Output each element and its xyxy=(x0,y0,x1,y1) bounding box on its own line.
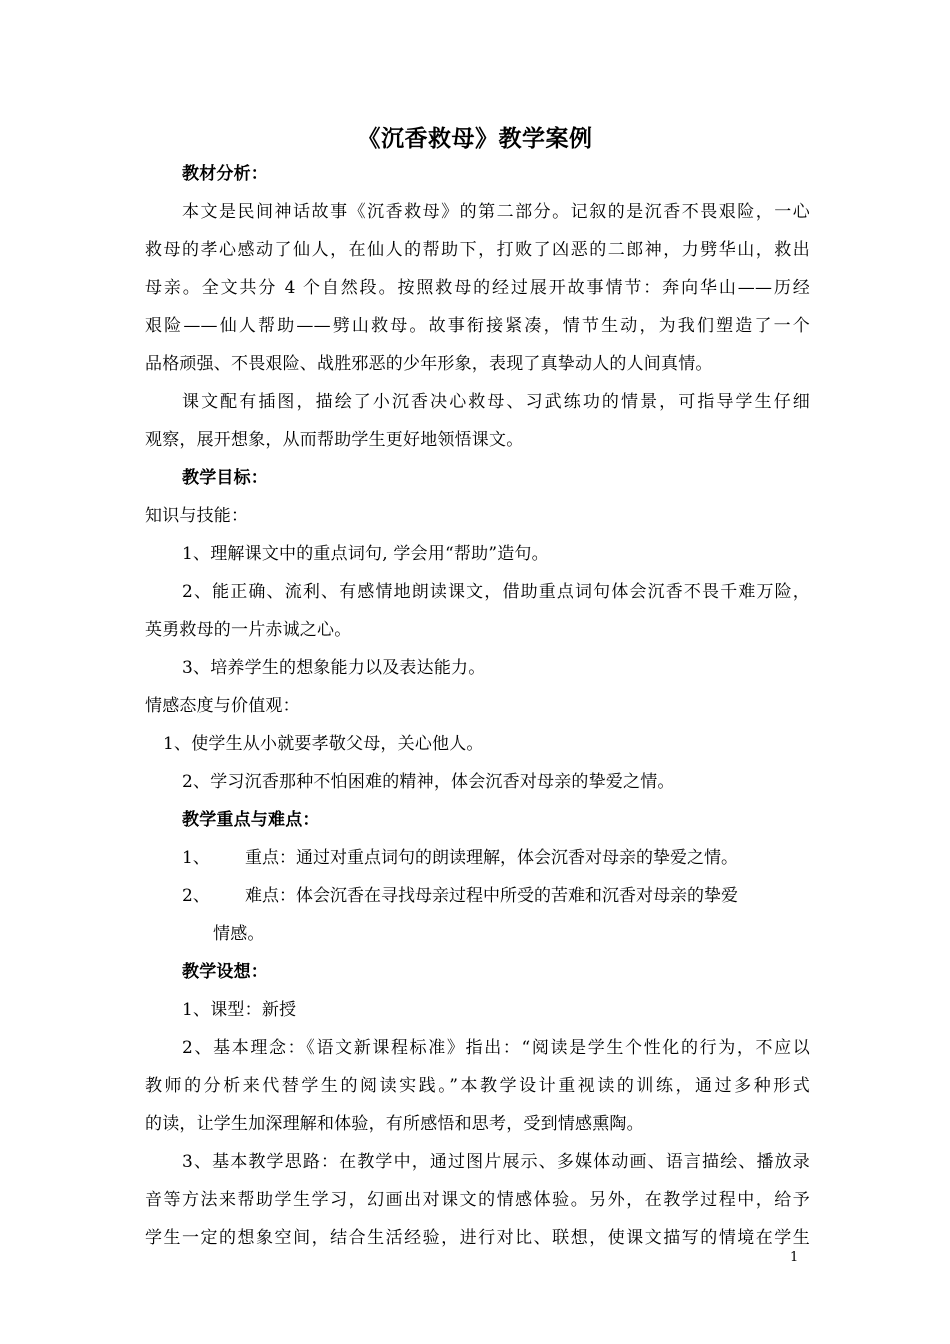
paragraph-line: 本文是民间神话故事《沉香救母》的第二部分。记叙的是沉香不畏艰险，一心 xyxy=(182,202,810,222)
document-title: 《沉香救母》教学案例 xyxy=(357,125,593,152)
paragraph-line: 艰险——仙人帮助——劈山救母。故事衔接紧凑，情节生动，为我们塑造了一个 xyxy=(145,316,810,336)
list-item: 2、学习沉香那种不怕困难的精神，体会沉香对母亲的挚爱之情。 xyxy=(182,772,675,792)
page-number: 1 xyxy=(790,1250,799,1265)
paragraph-line: 观察，展开想象，从而帮助学生更好地领悟课文。 xyxy=(145,430,524,450)
section-heading-teaching-plan: 教学设想： xyxy=(182,962,268,982)
list-item: 1、课型：新授 xyxy=(182,1000,297,1020)
list-item: 难点：体会沉香在寻找母亲过程中所受的苦难和沉香对母亲的挚爱 xyxy=(245,886,738,906)
section-heading-teaching-goals: 教学目标： xyxy=(182,468,268,488)
list-item-continuation: 音等方法来帮助学生学习，幻画出对课文的情感体验。另外，在教学过程中，给予 xyxy=(145,1190,810,1210)
section-heading-key-points: 教学重点与难点： xyxy=(182,810,320,830)
paragraph-line: 母亲。全文共分 4 个自然段。按照救母的经过展开故事情节：奔向华山——历经 xyxy=(145,278,810,298)
list-item: 3、基本教学思路：在教学中，通过图片展示、多媒体动画、语言描绘、播放录 xyxy=(182,1152,810,1172)
paragraph-line: 救母的孝心感动了仙人，在仙人的帮助下，打败了凶恶的二郎神，力劈华山，救出 xyxy=(145,240,810,260)
list-number: 2、 xyxy=(182,886,210,906)
list-item: 2、基本理念：《语文新课程标准》指出：“阅读是学生个性化的行为，不应以 xyxy=(182,1038,810,1058)
list-item: 1、使学生从小就要孝敬父母，关心他人。 xyxy=(163,734,484,754)
list-item: 2、能正确、流利、有感情地朗读课文，借助重点词句体会沉香不畏千难万险， xyxy=(182,582,810,602)
list-item: 重点：通过对重点词句的朗读理解，体会沉香对母亲的挚爱之情。 xyxy=(245,848,738,868)
paragraph-line: 品格顽强、不畏艰险、战胜邪恶的少年形象，表现了真挚动人的人间真情。 xyxy=(145,354,713,374)
list-item-continuation: 教师的分析来代替学生的阅读实践。”本教学设计重视读的训练，通过多种形式 xyxy=(145,1076,810,1096)
section-heading-material-analysis: 教材分析： xyxy=(182,164,268,184)
list-item: 1、理解课文中的重点词句, 学会用“帮助”造句。 xyxy=(182,544,549,564)
subheading-emotion-values: 情感态度与价值观： xyxy=(145,696,300,716)
list-number: 1、 xyxy=(182,848,210,868)
list-item-continuation: 英勇救母的一片赤诚之心。 xyxy=(145,620,352,640)
list-item: 3、培养学生的想象能力以及表达能力。 xyxy=(182,658,486,678)
subheading-knowledge-skills: 知识与技能： xyxy=(145,506,249,526)
list-item-continuation: 学生一定的想象空间，结合生活经验，进行对比、联想，使课文描写的情境在学生 xyxy=(145,1228,810,1248)
list-item-continuation: 情感。 xyxy=(213,924,265,944)
paragraph-line: 课文配有插图，描绘了小沉香决心救母、习武练功的情景，可指导学生仔细 xyxy=(182,392,810,412)
list-item-continuation: 的读，让学生加深理解和体验，有所感悟和思考，受到情感熏陶。 xyxy=(145,1114,644,1134)
